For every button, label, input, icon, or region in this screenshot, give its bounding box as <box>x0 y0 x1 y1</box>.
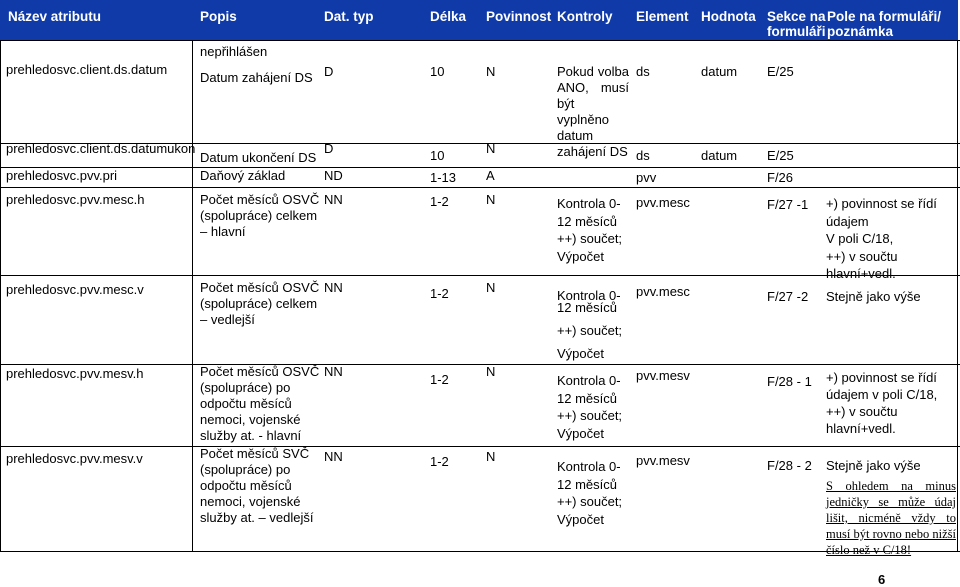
row-divider <box>0 167 960 168</box>
cell-popis: Datum zahájení DS <box>200 70 313 85</box>
cell-kontroly: Pokud volba ANO, musí být vyplněno datum zahájení DS <box>557 64 629 159</box>
cell-povinnost: N <box>486 280 496 295</box>
cell-kontroly: Kontrola 0- 12 měsíců ++) součet; Výpočet <box>557 459 623 527</box>
page-number: 6 <box>878 572 886 587</box>
cell-pole: Stejně jako výše <box>826 458 921 473</box>
cell-typ: D <box>324 141 334 156</box>
cell-element: pvv.mesv <box>636 368 690 383</box>
cell-element: pvv.mesv <box>636 453 690 468</box>
cell-sekce: F/27 -1 <box>767 197 809 212</box>
column-divider <box>0 40 1 551</box>
cell-delka: 10 <box>430 148 445 163</box>
cell-delka: 1-2 <box>430 194 449 209</box>
cell-popis: Počet měsíců SVČ (spolupráce) po odpočtu měsíců nemoci, vojenské služby at. – vedlejší <box>200 446 314 525</box>
row-divider <box>0 446 960 447</box>
cell-pole-note: S ohledem na minus jedničky se může údaj lišit, nicméně vždy to musí být rovno nebo nižší číslo než v C/18! <box>826 479 956 557</box>
cell-nazev: prehledosvc.pvv.mesv.h <box>6 366 144 381</box>
header-povinnost: Povinnost <box>486 9 552 24</box>
header-popis: Popis <box>200 9 237 24</box>
cell-popis: Počet měsíců OSVČ (spolupráce) po odpočtu měsíců nemoci, vojenské služby at. - hlavní <box>200 364 320 443</box>
cell-typ: NN <box>324 449 343 464</box>
cell-delka: 1-2 <box>430 454 449 469</box>
cell-nazev: prehledosvc.client.ds.datum <box>6 62 168 77</box>
cell-sekce: F/28 - 2 <box>767 458 812 473</box>
header-element: Element <box>636 9 689 24</box>
row-divider <box>0 275 960 276</box>
cell-sekce: E/25 <box>767 148 794 163</box>
cell-typ: D <box>324 64 334 79</box>
cell-sekce: F/27 -2 <box>767 289 809 304</box>
header-nazev: Název atributu <box>8 9 102 24</box>
cell-povinnost: N <box>486 364 496 379</box>
cell-popis: Daňový základ <box>200 168 286 183</box>
cell-element: ds <box>636 148 650 163</box>
row-divider <box>0 40 960 41</box>
cell-element: pvv.mesc <box>636 195 690 210</box>
cell-typ: NN <box>324 192 343 207</box>
cell-povinnost: N <box>486 64 496 79</box>
cell-delka: 1-2 <box>430 286 449 301</box>
cell-nazev: prehledosvc.pvv.mesc.h <box>6 192 145 207</box>
row-divider <box>0 364 960 365</box>
header-hodnota: Hodnota <box>701 9 756 24</box>
cell-popis: Počet měsíců OSVČ (spolupráce) celkem – hlavní <box>200 192 320 239</box>
cell-pole: Stejně jako výše <box>826 289 921 304</box>
header-sekce: Sekce na formuláři <box>767 9 826 39</box>
cell-pole: +) povinnost se řídí údajem V poli C/18, ++) v součtu hlavní+vedl. <box>826 196 937 281</box>
cell-sekce: F/28 - 1 <box>767 374 812 389</box>
cell-povinnost: N <box>486 192 496 207</box>
header-kontroly: Kontroly <box>557 9 613 24</box>
cell-hodnota: datum <box>701 148 738 163</box>
cell-typ: NN <box>324 280 343 295</box>
cell-nazev: prehledosvc.pvv.mesv.v <box>6 451 143 466</box>
cell-element: pvv <box>636 170 657 185</box>
row-divider <box>0 187 960 188</box>
column-divider <box>192 40 193 551</box>
row-divider <box>0 551 960 552</box>
column-divider <box>957 40 958 551</box>
cell-hodnota: datum <box>701 64 738 79</box>
cell-popis: nepřihlášen <box>200 44 268 59</box>
cell-popis: Počet měsíců OSVČ (spolupráce) celkem – vedlejší <box>200 280 320 327</box>
cell-typ: NN <box>324 364 343 379</box>
cell-nazev: prehledosvc.client.ds.datumukon <box>6 141 196 156</box>
cell-delka: 1-2 <box>430 372 449 387</box>
table-header <box>0 0 958 40</box>
cell-element: pvv.mesc <box>636 284 690 299</box>
cell-nazev: prehledosvc.pvv.pri <box>6 168 118 183</box>
cell-sekce: F/26 <box>767 170 794 185</box>
cell-popis: Datum ukončení DS <box>200 150 317 165</box>
cell-typ: ND <box>324 168 343 183</box>
header-delka: Délka <box>430 9 467 24</box>
cell-kontroly: Kontrola 0- 12 měsíců ++) součet; Výpočet <box>557 288 623 361</box>
cell-nazev: prehledosvc.pvv.mesc.v <box>6 282 144 297</box>
header-pole: Pole na formuláři/ poznámka <box>827 9 942 39</box>
cell-element: ds <box>636 64 650 79</box>
cell-povinnost: A <box>486 168 495 183</box>
cell-sekce: E/25 <box>767 64 794 79</box>
cell-kontroly: Kontrola 0- 12 měsíců ++) součet; Výpočet <box>557 196 623 264</box>
cell-delka: 1-13 <box>430 170 457 185</box>
cell-delka: 10 <box>430 64 445 79</box>
header-dat-typ: Dat. typ <box>324 9 374 24</box>
cell-povinnost: N <box>486 449 496 464</box>
cell-pole: +) povinnost se řídí údajem v poli C/18, ++) v součtu hlavní+vedl. <box>826 370 938 436</box>
cell-kontroly: Kontrola 0- 12 měsíců ++) součet; Výpočet <box>557 373 623 441</box>
cell-povinnost: N <box>486 141 496 156</box>
